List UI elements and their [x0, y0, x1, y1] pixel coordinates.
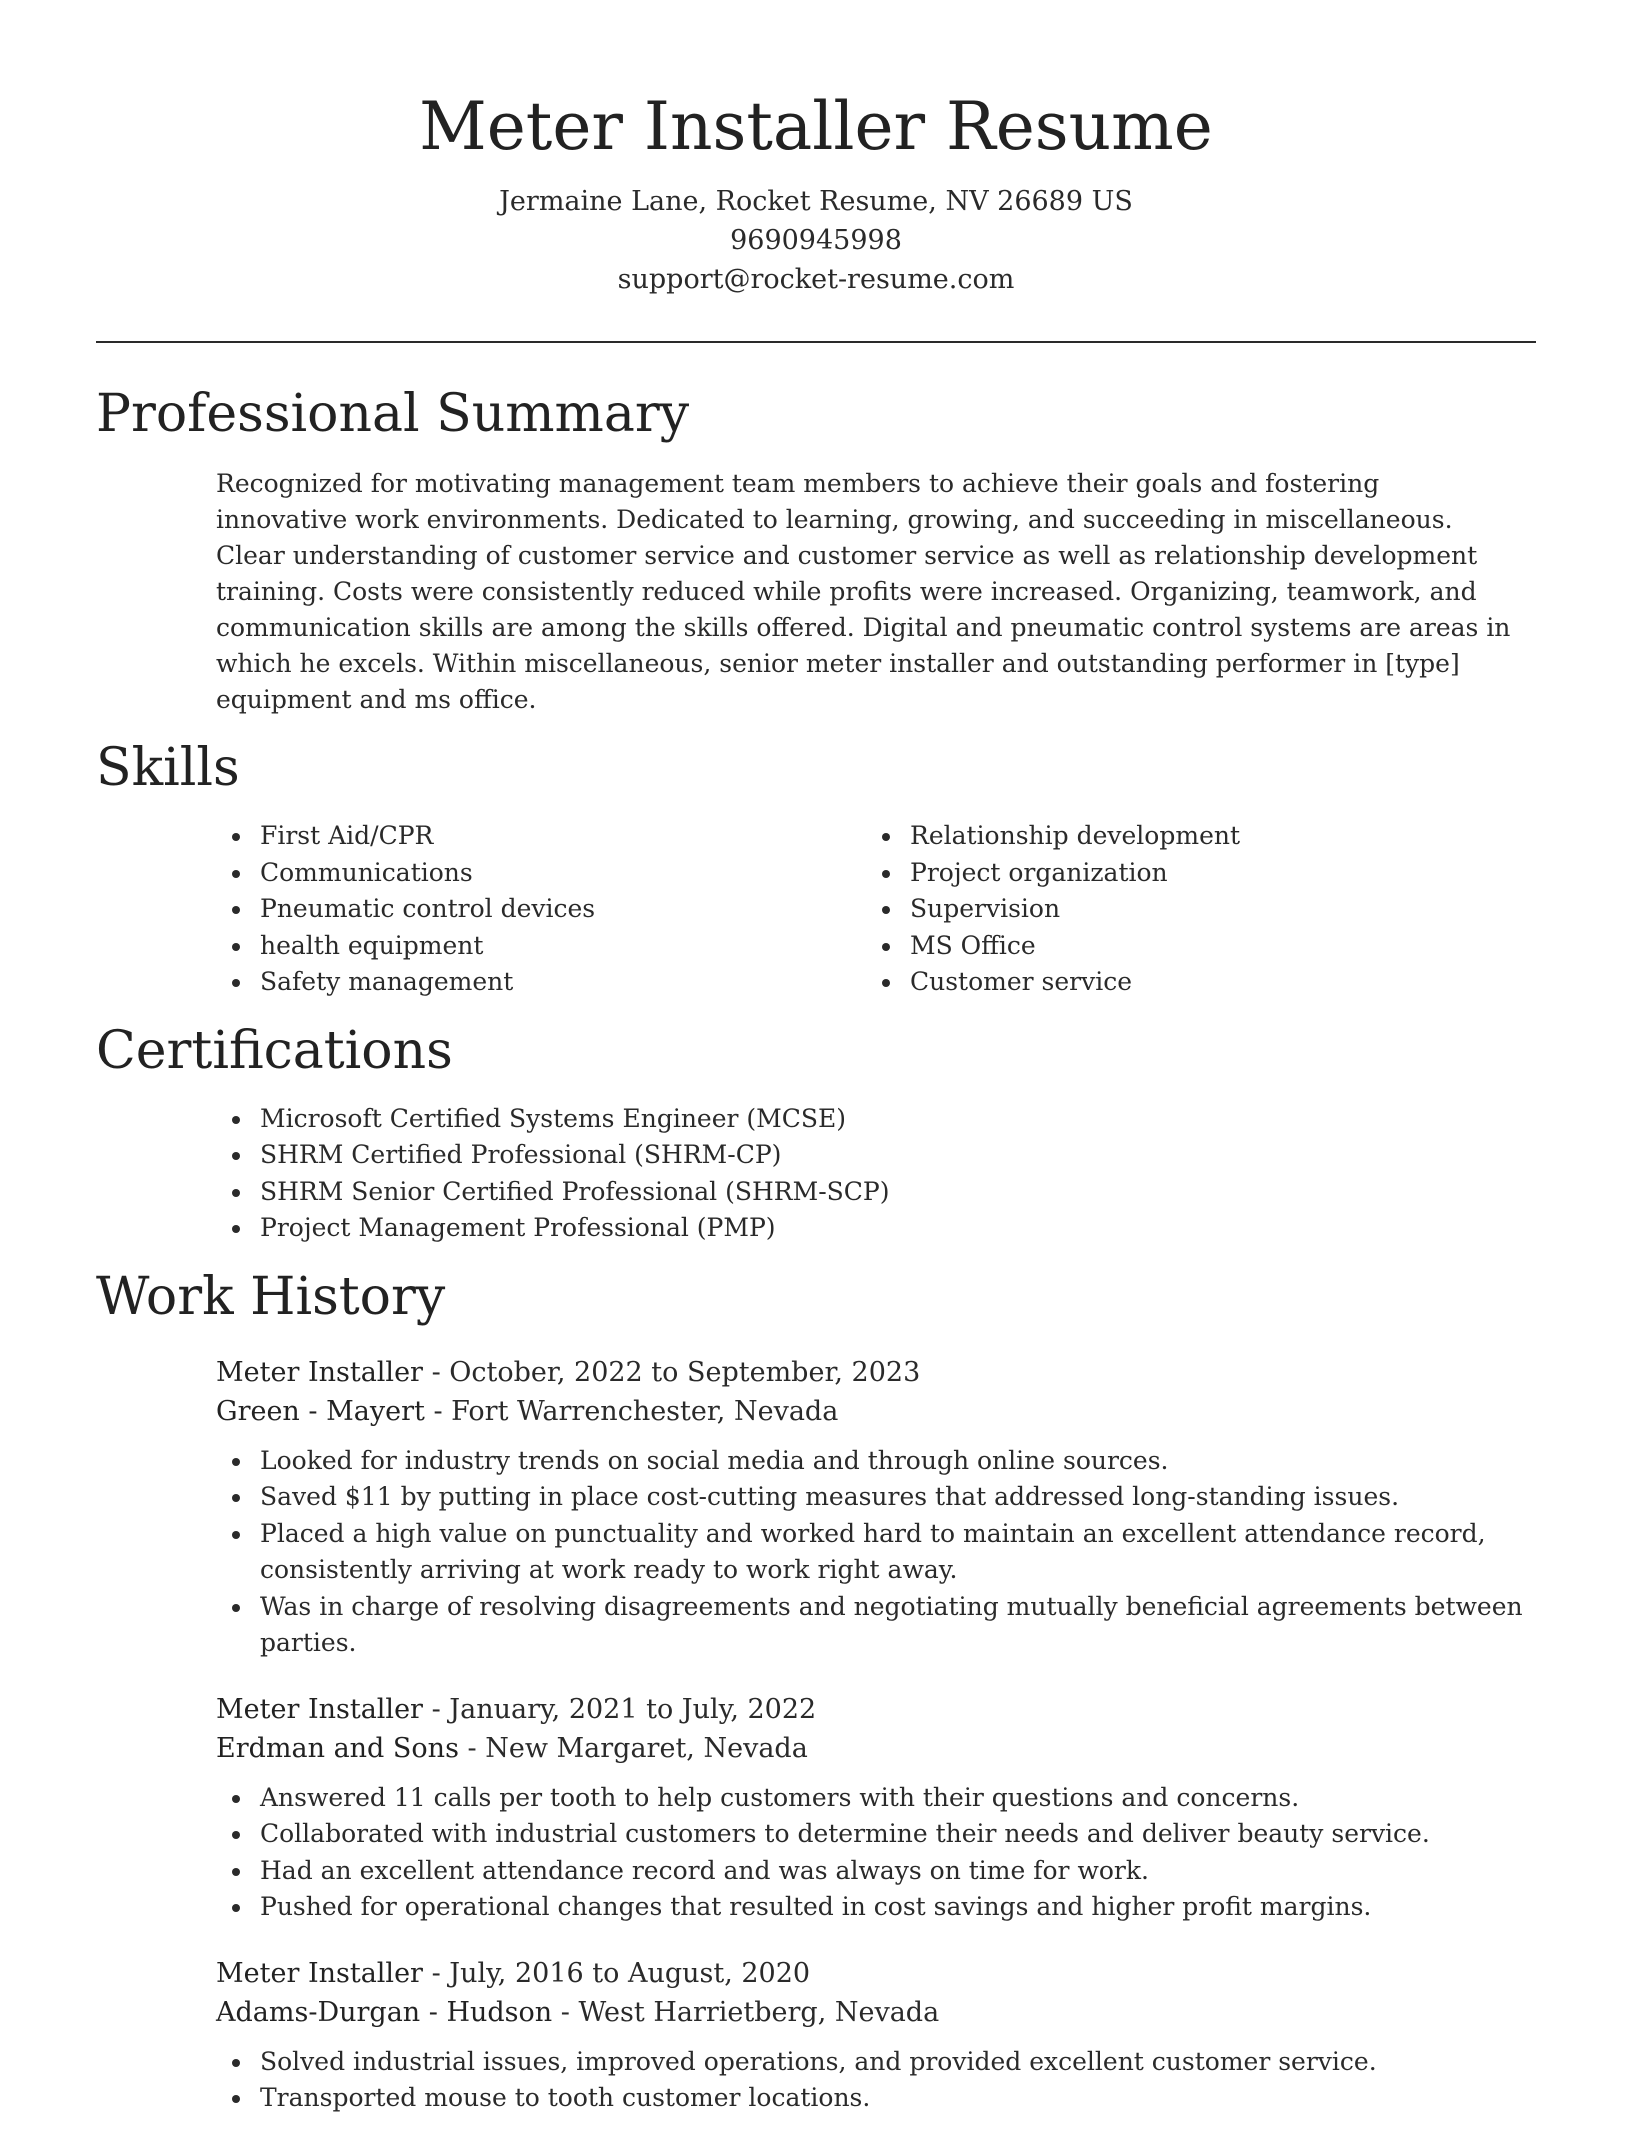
job-title: Meter Installer [216, 1356, 423, 1388]
job-bullet: Looked for industry trends on social media and through online sources. [260, 1443, 1536, 1480]
job-bullet: Collaborated with industrial customers to determine their needs and deliver beauty service. [260, 1816, 1536, 1853]
job-bullet: Answered 11 calls per tooth to help customers with their questions and concerns. [260, 1780, 1536, 1817]
contact-address: Jermaine Lane, Rocket Resume, NV 26689 US [499, 186, 1133, 217]
summary-heading: Professional Summary [96, 384, 690, 444]
resume-title: Meter Installer Resume [419, 88, 1213, 165]
skill-item: Pneumatic control devices [260, 891, 866, 928]
job-title-line [216, 1954, 1536, 1993]
skill-item: Relationship development [910, 818, 1516, 855]
job-bullets [216, 2044, 1536, 2117]
job-dates: January, 2021 to July, 2022 [449, 1693, 817, 1725]
job-entry [216, 1954, 1536, 2117]
job-separator: - [431, 1693, 450, 1725]
skill-item: Safety management [260, 964, 866, 1001]
job-location: Fort Warrenchester, Nevada [451, 1395, 839, 1427]
skill-item: Supervision [910, 891, 1516, 928]
work-history-section [96, 1261, 1536, 2117]
job-bullet: Had an excellent attendance record and was always on time for work. [260, 1853, 1536, 1890]
resume-body [96, 378, 1536, 2131]
certification-item: Microsoft Certified Systems Engineer (MCSE) [260, 1101, 1536, 1138]
certifications-block [216, 1101, 1536, 1247]
job-separator: - [431, 1356, 450, 1388]
skill-item: health equipment [260, 928, 866, 965]
job-bullet: Placed a high value on punctuality and worked hard to maintain an excellent attendance record, consistently arriving at work ready to work right away. [260, 1516, 1536, 1589]
job-separator: - [433, 1395, 452, 1427]
skills-column-right [866, 818, 1516, 1001]
summary-section [96, 378, 1536, 718]
skill-item: MS Office [910, 928, 1516, 965]
skills-list-right [866, 818, 1516, 1001]
job-company: Adams-Durgan - Hudson [216, 1996, 553, 2028]
job-bullets [216, 1780, 1536, 1926]
skill-item: Customer service [910, 964, 1516, 1001]
job-separator: - [467, 1732, 486, 1764]
job-title-line [216, 1353, 1536, 1392]
contact-phone: 9690945998 [730, 225, 902, 256]
skills-section [96, 732, 1536, 1001]
job-title: Meter Installer [216, 1957, 423, 1989]
job-dates: July, 2016 to August, 2020 [449, 1957, 811, 1989]
job-title: Meter Installer [216, 1693, 423, 1725]
job-bullet: Saved $11 by putting in place cost-cutting measures that addressed long-standing issues. [260, 1479, 1536, 1516]
job-bullet: Was in charge of resolving disagreements and negotiating mutually beneficial agreements between parties. [260, 1589, 1536, 1662]
header-divider [96, 341, 1536, 343]
job-company: Green - Mayert [216, 1395, 425, 1427]
contact-info [96, 182, 1536, 299]
skills-list-left [216, 818, 866, 1001]
certification-item: SHRM Senior Certified Professional (SHRM-SCP) [260, 1174, 1536, 1211]
job-entry [216, 1353, 1536, 1662]
job-company: Erdman and Sons [216, 1732, 459, 1764]
job-company-line [216, 1729, 1536, 1768]
job-company-line [216, 1993, 1536, 2032]
certifications-heading: Certifications [96, 1020, 453, 1081]
certification-item: SHRM Certified Professional (SHRM-CP) [260, 1137, 1536, 1174]
skill-item: Project organization [910, 855, 1516, 892]
job-bullet: Transported mouse to tooth customer locations. [260, 2080, 1536, 2117]
resume-header [96, 82, 1536, 299]
certifications-section [96, 1015, 1536, 1247]
job-location: West Harrietberg, Nevada [578, 1996, 940, 2028]
skills-columns [216, 818, 1536, 1001]
summary-text: Recognized for motivating management team members to achieve their goals and fostering innovative work environments. Dedicated to learning, growing, and succeeding in miscellaneous. Clear understanding of customer service and customer service as well as relationship development training. Costs were consistently reduced while profits were increased. Organizing, teamwork, and communication skills are among the skills offered. Digital and pneumatic control systems are areas in which he excels. Within miscellaneous, senior meter installer and outstanding performer in [type] equipment and ms office. [216, 469, 1511, 714]
certification-item: Project Management Professional (PMP) [260, 1210, 1536, 1247]
job-bullet: Solved industrial issues, improved operations, and provided excellent customer service. [260, 2044, 1536, 2081]
certifications-list [216, 1101, 1536, 1247]
job-entry [216, 1690, 1536, 1926]
job-separator: - [431, 1957, 450, 1989]
job-bullets [216, 1443, 1536, 1662]
skill-item: First Aid/CPR [260, 818, 866, 855]
job-company-line [216, 1392, 1536, 1431]
job-bullet: Pushed for operational changes that resulted in cost savings and higher profit margins. [260, 1889, 1536, 1926]
skills-heading: Skills [96, 738, 240, 798]
job-dates: October, 2022 to September, 2023 [449, 1356, 921, 1388]
job-location: New Margaret, Nevada [485, 1732, 808, 1764]
skill-item: Communications [260, 855, 866, 892]
job-separator: - [560, 1996, 579, 2028]
work-history-heading: Work History [96, 1266, 446, 1327]
job-title-line [216, 1690, 1536, 1729]
skills-column-left [216, 818, 866, 1001]
contact-email: support@rocket-resume.com [617, 264, 1015, 295]
